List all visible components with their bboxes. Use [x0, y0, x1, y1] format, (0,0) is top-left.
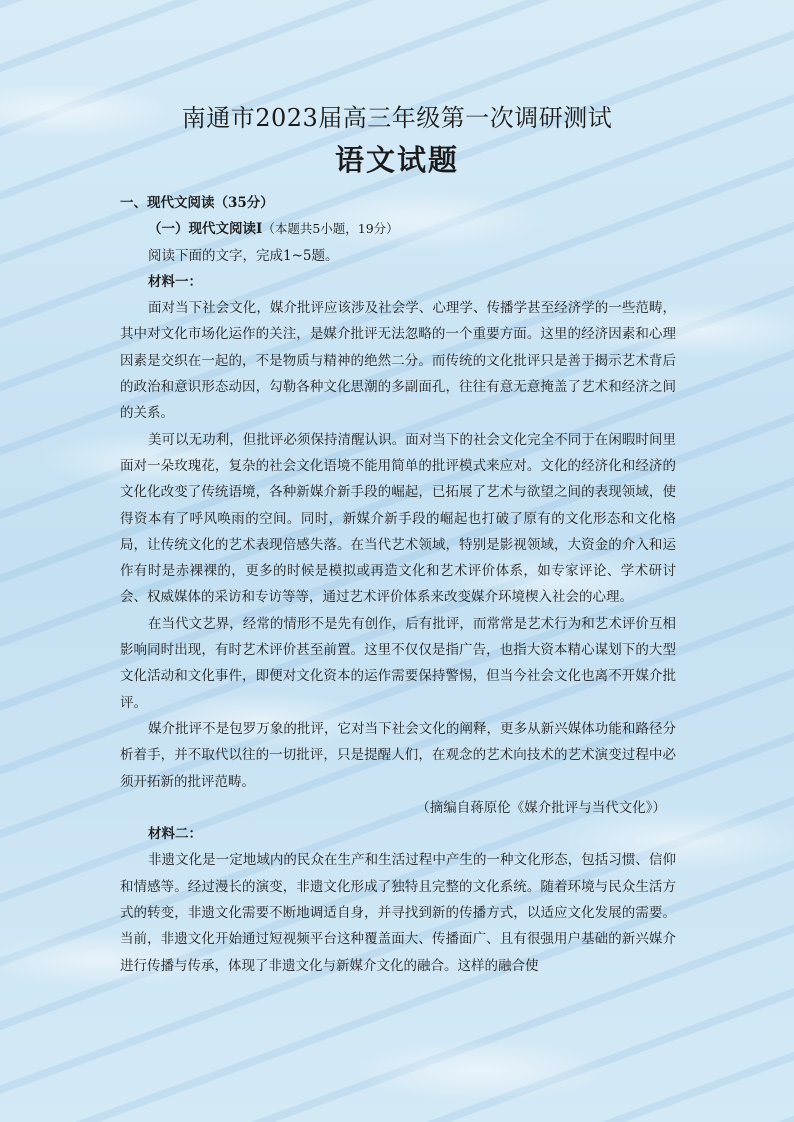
part-heading — [120, 216, 676, 242]
material-2-label: 材料二： — [148, 826, 202, 843]
exam-subtitle: 语文试题 — [334, 143, 459, 177]
part-note: （本题共5小题，19分） — [262, 221, 399, 237]
material-1-paragraph-4: 媒介批评不是包罗万象的批评，它对当下社会文化的阐释，更多从新兴媒体功能和路径分析着手，并不取代以往的一切批评，只是提醒人们，在观念的艺术向技术的艺术演变过程中必须开拓新的批评范畴。 — [120, 720, 676, 790]
section-heading: 一、现代文阅读（35分） — [120, 195, 274, 211]
instruction: 阅读下面的文字，完成1~5题。 — [148, 247, 339, 264]
material-1-paragraph-1: 面对当下社会文化，媒介批评应该涉及社会学、心理学、传播学甚至经济学的一些范畴，其中对文化市场化运作的关注，是媒介批评无法忽略的一个重要方面。这里的经济因素和心理因素是交织在一起的，不是物质与精神的绝然二分。而传统的文化批评只是善于揭示艺术背后的政治和意识形态动因，勾勒各种文化思潮的多副面孔，往往有意无意掩盖了艺术和经济之间的关系。 — [120, 300, 676, 422]
material-1-paragraph-2: 美可以无功利，但批评必须保持清醒认识。面对当下的社会文化完全不同于在闲暇时间里面对一朵玫瑰花，复杂的社会文化语境不能用简单的批评模式来应对。文化的经济化和经济的文化化改变了传统语境，各种新媒介新手段的崛起，已拓展了艺术与欲望之间的表现领域，使得资本有了呼风唤雨的空间。同时，新媒介新手段的崛起也打破了原有的文化形态和文化格局，让传统文化的艺术表现倍感失落。在当代艺术领域，特别是影视领域，大资金的介入和运作有时是赤裸裸的，更多的时候是模拟或再造文化和艺术评价体系，如专家评论、学术研讨会、权威媒体的采访和专访等等，通过艺术评价体系来改变媒介环境楔入社会的心理。 — [120, 431, 676, 606]
material-1-label: 材料一： — [148, 273, 202, 290]
part-label: （一）现代文阅读Ⅰ — [148, 221, 263, 238]
material-1-source: （摘编自蒋原伦《媒介批评与当代文化》） — [416, 799, 666, 816]
exam-title: 南通市2023届高三年级第一次调研测试 — [181, 104, 613, 132]
material-2-paragraph-1: 非遗文化是一定地域内的民众在生产和生活过程中产生的一种文化形态，包括习惯、信仰和情感等。经过漫长的演变，非遗文化形成了独特且完整的文化系统。随着环境与民众生活方式的转变，非遗文化需要不断地调适自身，并寻找到新的传播方式，以适应文化发展的需要。当前，非遗文化开始通过短视频平台这种覆盖面大、传播面广、且有很强用户基础的新兴媒介进行传播与传承，体现了非遗文化与新媒介文化的融合。这样的融合使 — [120, 852, 676, 974]
material-1-paragraph-3: 在当代文艺界，经常的情形不是先有创作，后有批评，而常常是艺术行为和艺术评价互相影响同时出现，有时艺术评价甚至前置。这里不仅仅是指广告，也指大资本精心谋划下的大型文化活动和文化事件，即便对文化资本的运作需要保持警惕，但当今社会文化也离不开媒介批评。 — [120, 615, 676, 711]
exam-content — [120, 190, 676, 979]
